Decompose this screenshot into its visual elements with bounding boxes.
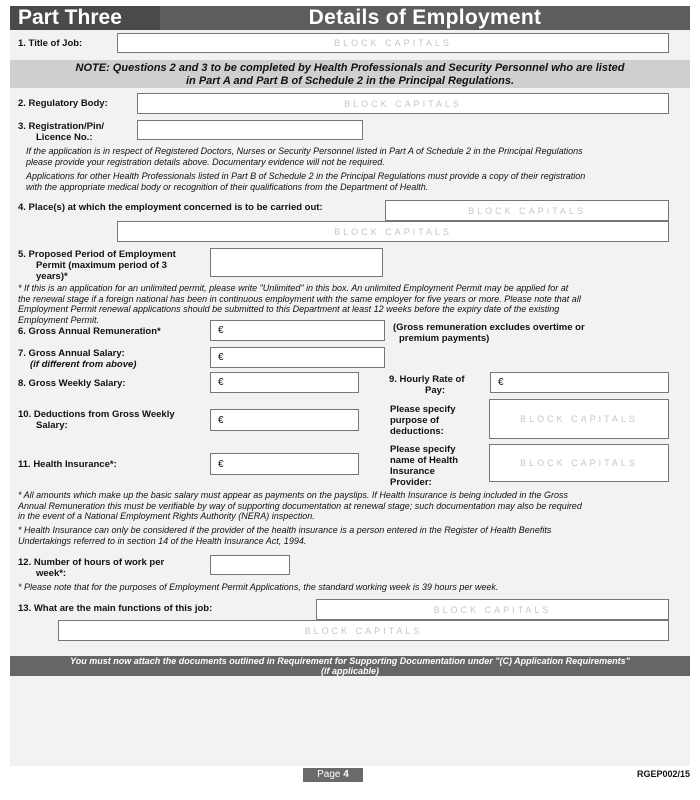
q11-side-line3: Insurance <box>390 466 435 477</box>
attachment-instruction-bar <box>10 656 690 676</box>
document-code: RGEP002/15 <box>636 769 690 779</box>
q4-label: 4. Place(s) at which the employment concerned is to be carried out: <box>18 202 323 213</box>
q10-side-line2: purpose of <box>390 415 440 426</box>
note-other-line1: Applications for other Health Professionals listed in Part B of Schedule 2 in the Principal Regulations must provide a copy of their registration <box>26 171 586 181</box>
hourly-rate-field[interactable]: € <box>490 372 669 393</box>
q10-side-label <box>390 404 456 437</box>
note-health <box>18 525 551 546</box>
regulatory-body-field[interactable]: BLOCK CAPITALS <box>137 93 669 114</box>
q12-label-line1: 12. Number of hours of work per <box>18 557 165 568</box>
part-label: Part Three <box>10 6 160 30</box>
note-registered-line1: If the application is in respect of Registered Doctors, Nurses or Security Personnel listed in Part A of Schedule 2 in the Principal Regulations <box>26 146 583 156</box>
page-number-badge <box>303 768 363 782</box>
hours-per-week-field[interactable] <box>210 555 290 575</box>
q8-label: 8. Gross Weekly Salary: <box>18 378 126 389</box>
section-header <box>10 6 690 30</box>
q9-label-line1: 9. Hourly Rate of <box>389 374 465 385</box>
q9-label-line2: Pay: <box>425 385 446 396</box>
health-insurance-field[interactable]: € <box>210 453 359 475</box>
note-registered <box>26 146 583 167</box>
q13-label: 13. What are the main functions of this job: <box>18 603 213 614</box>
note-health-line2: Undertakings referred to in section 14 of the Health Insurance Act, 1994. <box>18 535 307 546</box>
note-amounts-line1: * All amounts which make up the basic salary must appear as payments on the payslips. If Health Insurance is being included in the Gross <box>18 490 568 500</box>
q5-label-line1: 5. Proposed Period of Employment <box>18 249 176 260</box>
note-registered-line2: please provide your registration details above. Documentary evidence will not be required. <box>26 156 385 167</box>
note-health-line1: * Health Insurance can only be considered if the provider of the health insurance is a person entered in the Register of Health Benefits <box>18 525 552 535</box>
note-unlimited-line3: Employment Permit renewal applications should be submitted to this Department at least 12 weeks before the expiry date of the existing <box>18 304 560 314</box>
q7-label <box>18 348 136 370</box>
note-amounts-line3: in the event of a National Employment Rights Authority (NERA) inspection. <box>18 511 315 521</box>
q6-note <box>393 322 585 344</box>
place-of-employment-field-1[interactable]: BLOCK CAPITALS <box>385 200 669 221</box>
job-title-field[interactable]: BLOCK CAPITALS <box>117 33 669 53</box>
gross-annual-salary-field[interactable]: € <box>210 347 385 368</box>
page-label: Page <box>317 769 341 780</box>
health-insurance-provider-field[interactable]: BLOCK CAPITALS <box>489 444 669 482</box>
q11-side-line1: Please specify <box>390 444 456 455</box>
place-of-employment-field-2[interactable]: BLOCK CAPITALS <box>117 221 669 242</box>
q7-label-line1: 7. Gross Annual Salary: <box>18 348 125 359</box>
q1-label: 1. Title of Job: <box>18 38 83 49</box>
attachment-instruction-line1: You must now attach the documents outlined in Requirement for Supporting Documentation under "(C) Application Requirements" <box>70 656 630 666</box>
q3-label <box>18 121 104 143</box>
q5-label <box>18 249 176 282</box>
gross-weekly-salary-field[interactable]: € <box>210 372 359 393</box>
note-other-line2: with the appropriate medical body or recognition of their qualifications from the Department of Health. <box>26 181 429 192</box>
q6-note-line1: (Gross remuneration excludes overtime or <box>393 322 585 333</box>
section-title: Details of Employment <box>308 6 542 29</box>
page-number: 4 <box>343 769 349 780</box>
deductions-field[interactable]: € <box>210 409 359 431</box>
q10-side-line1: Please specify <box>390 404 456 415</box>
q6-note-line2: premium payments) <box>399 333 490 344</box>
q10-side-line3: deductions: <box>390 426 444 437</box>
deductions-purpose-field[interactable]: BLOCK CAPITALS <box>489 399 669 439</box>
note-unlimited-line4: Employment Permit. <box>18 314 100 325</box>
note-unlimited-line1: * If this is an application for an unlimited permit, please write "Unlimited" in this box. An unlimited Employment Permit may be applied for at <box>18 283 569 293</box>
q3-label-line1: 3. Registration/Pin/ <box>18 121 105 132</box>
q11-side-line2: name of Health <box>390 455 459 466</box>
employment-period-field[interactable] <box>210 248 383 277</box>
q6-label: 6. Gross Annual Remuneration* <box>18 326 161 337</box>
main-functions-field-2[interactable]: BLOCK CAPITALS <box>58 620 669 641</box>
note-hours: * Please note that for the purposes of Employment Permit Applications, the standard working week is 39 hours per week. <box>18 582 499 592</box>
note-banner-line2: in Part A and Part B of Schedule 2 in the Principal Regulations. <box>185 74 515 87</box>
note-banner-line1: NOTE: Questions 2 and 3 to be completed by Health Professionals and Security Personnel who are listed <box>75 62 625 74</box>
note-unlimited-line2: the renewal stage if a foreign national has been in continuous employment with the same employer for five years or more. Please note that all <box>18 293 581 304</box>
q10-label-line1: 10. Deductions from Gross Weekly <box>18 409 175 420</box>
q9-label <box>389 374 465 396</box>
q11-label: 11. Health Insurance*: <box>18 459 117 470</box>
note-amounts-line2: Annual Remuneration this must be verifiable by way of supporting documentation at renewal stage; such documentation may also be required <box>18 500 582 511</box>
q3-label-line2: Licence No.: <box>36 132 93 143</box>
q11-side-label <box>390 444 458 488</box>
note-other <box>26 171 585 192</box>
q5-label-line3: years)* <box>36 271 68 282</box>
note-banner <box>10 60 690 88</box>
main-functions-field-1[interactable]: BLOCK CAPITALS <box>316 599 669 620</box>
q11-side-line4: Provider: <box>390 477 432 488</box>
q7-label-sub: (if different from above) <box>30 359 137 370</box>
note-amounts <box>18 490 582 522</box>
q2-label: 2. Regulatory Body: <box>18 98 108 109</box>
q12-label-line2: week*: <box>36 568 67 579</box>
q10-label <box>18 409 175 431</box>
q10-label-line2: Salary: <box>36 420 68 431</box>
gross-annual-remuneration-field[interactable]: € <box>210 320 385 341</box>
note-unlimited <box>18 283 581 325</box>
attachment-instruction-line2: (if applicable) <box>320 666 379 676</box>
q12-label <box>18 557 164 579</box>
q5-label-line2: Permit (maximum period of 3 <box>36 260 167 271</box>
registration-number-field[interactable] <box>137 120 363 140</box>
